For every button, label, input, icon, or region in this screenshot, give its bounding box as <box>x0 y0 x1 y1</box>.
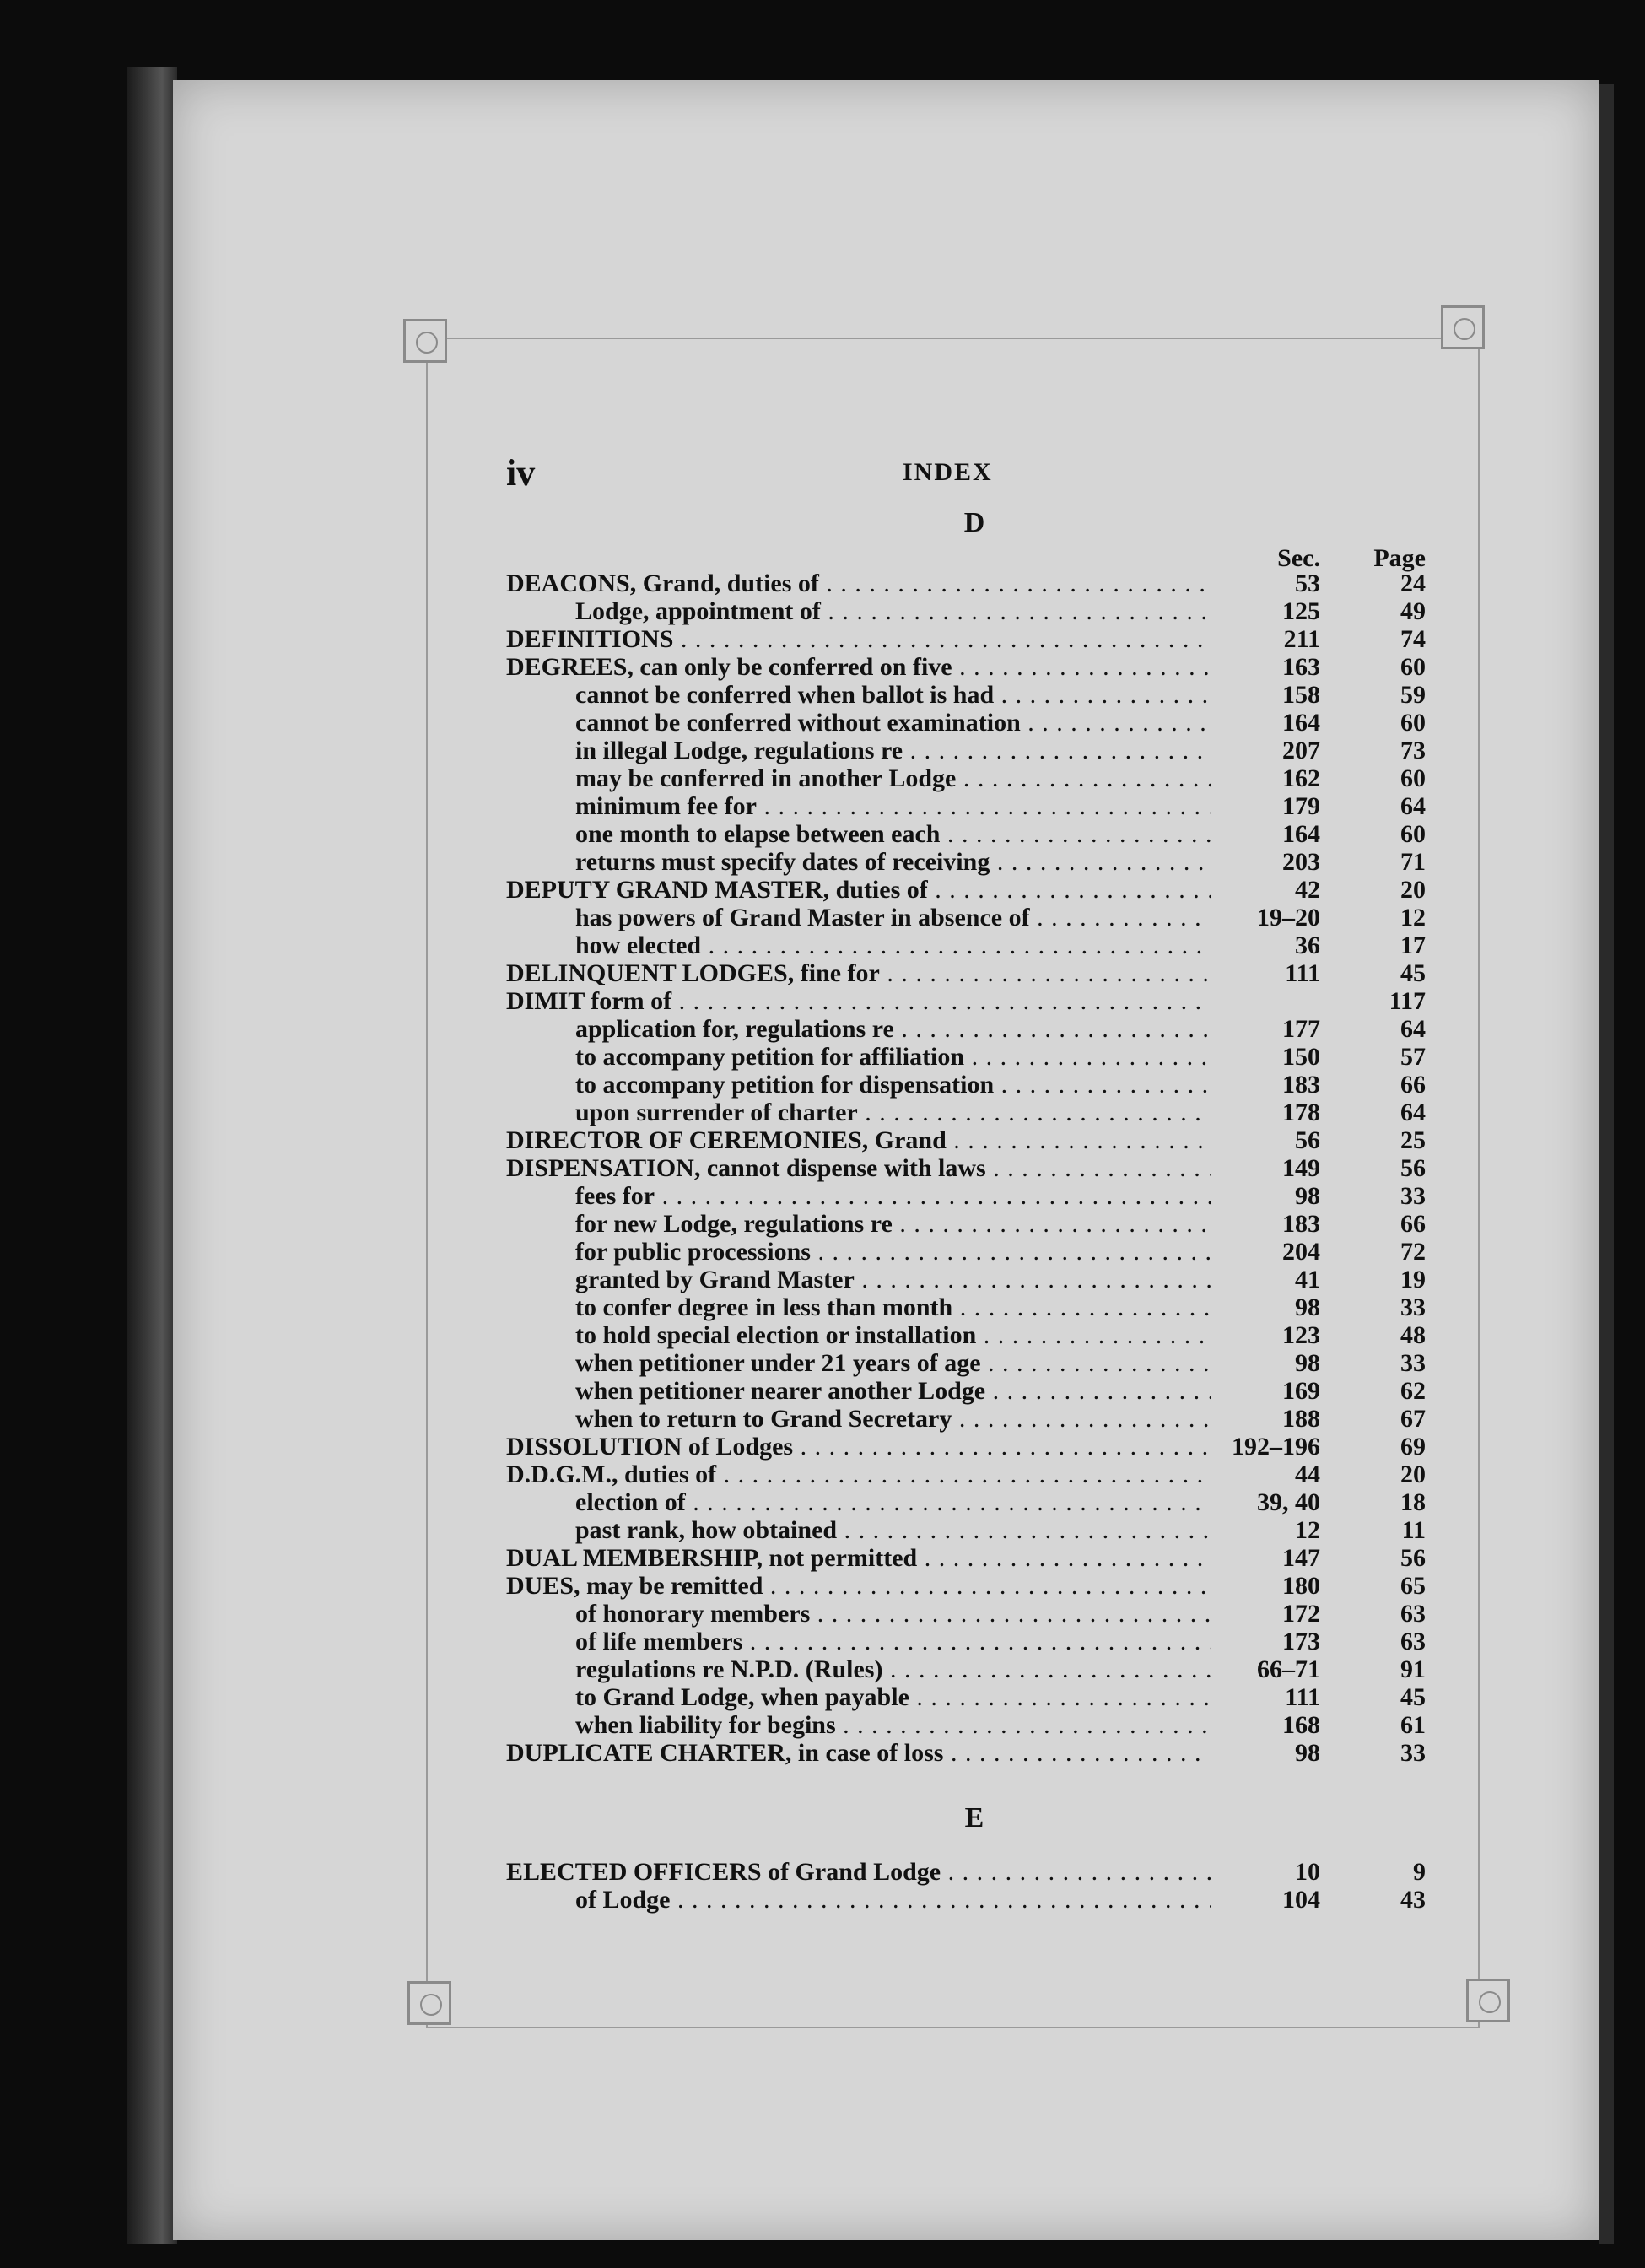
index-entry <box>506 1238 1426 1266</box>
entry-text: may be conferred in another Lodge . . . <box>575 764 1211 792</box>
index-entry <box>506 1433 1426 1461</box>
index-entry <box>506 681 1426 709</box>
entry-section-number: 173 <box>1282 1628 1320 1655</box>
book-spine <box>127 68 177 2244</box>
page-number: iv <box>506 452 536 494</box>
entry-section-number: 98 <box>1295 1739 1320 1767</box>
index-entry <box>506 1266 1426 1293</box>
entry-page-number: 45 <box>1400 959 1426 987</box>
page-title: INDEX <box>903 458 993 486</box>
entry-section-number: 207 <box>1282 737 1320 764</box>
entry-section-number: 98 <box>1295 1293 1320 1321</box>
entry-page-number: 72 <box>1400 1238 1426 1266</box>
entry-text: for new Lodge, regulations re . . . <box>575 1210 1211 1238</box>
entry-section-number: 192–196 <box>1232 1433 1320 1461</box>
entry-page-number: 66 <box>1400 1071 1426 1099</box>
entry-page-number: 48 <box>1400 1321 1426 1349</box>
entry-page-number: 65 <box>1400 1572 1426 1600</box>
entry-text: Lodge, appointment of . . . <box>575 597 1211 625</box>
entry-section-number: 188 <box>1282 1405 1320 1433</box>
index-entry <box>506 1377 1426 1405</box>
entry-text: DUPLICATE CHARTER, in case of loss . . . <box>506 1739 1211 1767</box>
index-entry <box>506 570 1426 597</box>
entry-page-number: 59 <box>1400 681 1426 709</box>
entry-section-number: 12 <box>1295 1516 1320 1544</box>
entry-text: when petitioner nearer another Lodge . . . <box>575 1377 1211 1405</box>
entry-section-number: 179 <box>1282 792 1320 820</box>
entry-text: of life members . . . <box>575 1628 1211 1655</box>
entry-text: cannot be conferred without examination . . . <box>575 709 1211 737</box>
entry-section-number: 164 <box>1282 820 1320 848</box>
entry-page-number: 19 <box>1400 1266 1426 1293</box>
entry-section-number: 150 <box>1282 1043 1320 1071</box>
entry-page-number: 71 <box>1400 848 1426 876</box>
entry-section-number: 183 <box>1282 1210 1320 1238</box>
entry-text: granted by Grand Master . . . <box>575 1266 1211 1293</box>
index-sections <box>506 507 1426 1914</box>
entry-section-number: 164 <box>1282 709 1320 737</box>
index-entry <box>506 1182 1426 1210</box>
entry-section-number: 36 <box>1295 932 1320 959</box>
index-entry <box>506 876 1426 904</box>
entry-section-number: 211 <box>1283 625 1320 653</box>
entry-text: DIMIT form of . . . <box>506 987 1211 1015</box>
page-column-header: Page <box>1373 544 1426 572</box>
entry-text: DEGREES, can only be conferred on five . . . <box>506 653 1211 681</box>
entry-section-number: 149 <box>1282 1154 1320 1182</box>
index-entry <box>506 1516 1426 1544</box>
entry-page-number: 64 <box>1400 1099 1426 1126</box>
entry-text: fees for . . . <box>575 1182 1211 1210</box>
entry-text: how elected . . . <box>575 932 1211 959</box>
entry-text: to accompany petition for affiliation . . . <box>575 1043 1211 1071</box>
entry-text: DISPENSATION, cannot dispense with laws . . . <box>506 1154 1211 1182</box>
entry-text: cannot be conferred when ballot is had . . . <box>575 681 1211 709</box>
entry-page-number: 45 <box>1400 1683 1426 1711</box>
entry-page-number: 63 <box>1400 1600 1426 1628</box>
entry-section-number: 172 <box>1282 1600 1320 1628</box>
index-entry <box>506 959 1426 987</box>
index-entry <box>506 737 1426 764</box>
index-entry <box>506 1321 1426 1349</box>
entry-text: regulations re N.P.D. (Rules) . . . <box>575 1655 1211 1683</box>
entry-page-number: 117 <box>1389 987 1426 1015</box>
entry-page-number: 60 <box>1400 709 1426 737</box>
entry-section-number: 168 <box>1282 1711 1320 1739</box>
index-entry <box>506 1600 1426 1628</box>
index-entry <box>506 1572 1426 1600</box>
entry-section-number: 178 <box>1282 1099 1320 1126</box>
sec-column-header: Sec. <box>1277 544 1320 572</box>
entry-text: to Grand Lodge, when payable . . . <box>575 1683 1211 1711</box>
entry-text: to accompany petition for dispensation . . . <box>575 1071 1211 1099</box>
entry-section-number: 44 <box>1295 1461 1320 1488</box>
entry-section-number: 162 <box>1282 764 1320 792</box>
corner-ornament-icon <box>1441 305 1485 349</box>
entry-section-number: 39, 40 <box>1257 1488 1320 1516</box>
index-entry <box>506 1544 1426 1572</box>
index-entry <box>506 848 1426 876</box>
index-content <box>506 451 1426 1914</box>
entry-text: upon surrender of charter . . . <box>575 1099 1211 1126</box>
entry-page-number: 33 <box>1400 1739 1426 1767</box>
entry-text: of Lodge . . . <box>575 1886 1211 1914</box>
entry-text: of honorary members . . . <box>575 1600 1211 1628</box>
entry-page-number: 66 <box>1400 1210 1426 1238</box>
entry-page-number: 56 <box>1400 1544 1426 1572</box>
entry-section-number: 163 <box>1282 653 1320 681</box>
entry-text: when to return to Grand Secretary . . . <box>575 1405 1211 1433</box>
entry-text: DEACONS, Grand, duties of . . . <box>506 570 1211 597</box>
entry-text: one month to elapse between each . . . <box>575 820 1211 848</box>
entry-text: past rank, how obtained . . . <box>575 1516 1211 1544</box>
page-edge-shadow <box>1599 84 1614 2244</box>
index-entry <box>506 764 1426 792</box>
entry-text: DEFINITIONS . . . <box>506 625 1211 653</box>
entry-page-number: 63 <box>1400 1628 1426 1655</box>
entry-text: minimum fee for . . . <box>575 792 1211 820</box>
entry-page-number: 64 <box>1400 792 1426 820</box>
entry-page-number: 17 <box>1400 932 1426 959</box>
entry-section-number: 41 <box>1295 1266 1320 1293</box>
entry-text: for public processions . . . <box>575 1238 1211 1266</box>
index-entry <box>506 1655 1426 1683</box>
entry-section-number: 180 <box>1282 1572 1320 1600</box>
entry-page-number: 33 <box>1400 1349 1426 1377</box>
entry-page-number: 24 <box>1400 570 1426 597</box>
entry-section-number: 123 <box>1282 1321 1320 1349</box>
entry-page-number: 61 <box>1400 1711 1426 1739</box>
entry-page-number: 67 <box>1400 1405 1426 1433</box>
entry-section-number: 158 <box>1282 681 1320 709</box>
entry-page-number: 18 <box>1400 1488 1426 1516</box>
index-entry <box>506 904 1426 932</box>
entry-section-number: 147 <box>1282 1544 1320 1572</box>
index-entry <box>506 1154 1426 1182</box>
entry-page-number: 74 <box>1400 625 1426 653</box>
index-entry <box>506 1405 1426 1433</box>
entry-text: election of . . . <box>575 1488 1211 1516</box>
index-entry <box>506 1628 1426 1655</box>
entry-section-number: 204 <box>1282 1238 1320 1266</box>
entry-text: application for, regulations re . . . <box>575 1015 1211 1043</box>
index-entry <box>506 1293 1426 1321</box>
entry-page-number: 25 <box>1400 1126 1426 1154</box>
entry-page-number: 33 <box>1400 1293 1426 1321</box>
section-letter: D <box>963 507 985 538</box>
entry-section-number: 177 <box>1282 1015 1320 1043</box>
section-letter: E <box>964 1802 984 1833</box>
index-entry <box>506 597 1426 625</box>
entry-page-number: 43 <box>1400 1886 1426 1914</box>
corner-ornament-icon <box>1466 1979 1510 2022</box>
index-entry <box>506 1739 1426 1767</box>
entry-text: in illegal Lodge, regulations re . . . <box>575 737 1211 764</box>
entry-page-number: 91 <box>1400 1655 1426 1683</box>
entry-page-number: 60 <box>1400 820 1426 848</box>
index-entry <box>506 1858 1426 1886</box>
entry-page-number: 69 <box>1400 1433 1426 1461</box>
entry-text: DELINQUENT LODGES, fine for . . . <box>506 959 1211 987</box>
entry-text: DUES, may be remitted . . . <box>506 1572 1211 1600</box>
index-entry <box>506 1126 1426 1154</box>
entry-section-number: 19–20 <box>1257 904 1320 932</box>
entry-section-number: 169 <box>1282 1377 1320 1405</box>
entry-page-number: 11 <box>1401 1516 1426 1544</box>
index-entry <box>506 1488 1426 1516</box>
index-entry <box>506 1043 1426 1071</box>
index-entry <box>506 1349 1426 1377</box>
entry-section-number: 125 <box>1282 597 1320 625</box>
entry-page-number: 73 <box>1400 737 1426 764</box>
entry-text: D.D.G.M., duties of . . . <box>506 1461 1211 1488</box>
entry-page-number: 60 <box>1400 653 1426 681</box>
entry-page-number: 60 <box>1400 764 1426 792</box>
corner-ornament-icon <box>403 319 447 363</box>
entry-section-number: 111 <box>1285 1683 1320 1711</box>
section-gap <box>506 1767 1426 1797</box>
page-header <box>506 451 1426 502</box>
entry-page-number: 49 <box>1400 597 1426 625</box>
index-entry <box>506 1461 1426 1488</box>
entry-section-number: 56 <box>1295 1126 1320 1154</box>
entry-section-number: 98 <box>1295 1349 1320 1377</box>
index-entry <box>506 1711 1426 1739</box>
index-entry <box>506 709 1426 737</box>
entry-section-number: 98 <box>1295 1182 1320 1210</box>
entry-text: to confer degree in less than month . . . <box>575 1293 1211 1321</box>
entry-page-number: 20 <box>1400 876 1426 904</box>
entry-section-number: 104 <box>1282 1886 1320 1914</box>
column-headers <box>506 544 1426 570</box>
entry-text: DUAL MEMBERSHIP, not permitted . . . <box>506 1544 1211 1572</box>
entry-text: DEPUTY GRAND MASTER, duties of . . . <box>506 876 1211 904</box>
entry-section-number: 42 <box>1295 876 1320 904</box>
entry-page-number: 64 <box>1400 1015 1426 1043</box>
entry-page-number: 9 <box>1413 1858 1426 1886</box>
entry-text: has powers of Grand Master in absence of . . . <box>575 904 1211 932</box>
index-entry <box>506 1886 1426 1914</box>
entry-page-number: 62 <box>1400 1377 1426 1405</box>
entry-text: to hold special election or installation . . . <box>575 1321 1211 1349</box>
entry-section-number: 53 <box>1295 570 1320 597</box>
entry-section-number: 203 <box>1282 848 1320 876</box>
index-entry <box>506 792 1426 820</box>
entry-section-number: 10 <box>1295 1858 1320 1886</box>
index-entry <box>506 625 1426 653</box>
index-entry <box>506 1015 1426 1043</box>
entry-section-number: 66–71 <box>1257 1655 1320 1683</box>
index-entry <box>506 1210 1426 1238</box>
entry-page-number: 33 <box>1400 1182 1426 1210</box>
entry-section-number: 183 <box>1282 1071 1320 1099</box>
entry-page-number: 20 <box>1400 1461 1426 1488</box>
entry-text: when petitioner under 21 years of age . . . <box>575 1349 1211 1377</box>
index-entry <box>506 1683 1426 1711</box>
entry-page-number: 12 <box>1400 904 1426 932</box>
index-entry <box>506 987 1426 1015</box>
entry-section-number: 111 <box>1285 959 1320 987</box>
index-entry <box>506 1099 1426 1126</box>
entry-page-number: 56 <box>1400 1154 1426 1182</box>
entry-text: ELECTED OFFICERS of Grand Lodge . . . <box>506 1858 1211 1886</box>
index-entry <box>506 820 1426 848</box>
entry-text: when liability for begins . . . <box>575 1711 1211 1739</box>
index-entry <box>506 932 1426 959</box>
index-entry <box>506 1071 1426 1099</box>
entry-text: returns must specify dates of receiving . . . <box>575 848 1211 876</box>
entry-page-number: 57 <box>1400 1043 1426 1071</box>
entry-text: DISSOLUTION of Lodges . . . <box>506 1433 1211 1461</box>
entry-text: DIRECTOR OF CEREMONIES, Grand . . . <box>506 1126 1211 1154</box>
index-entry <box>506 653 1426 681</box>
corner-ornament-icon <box>407 1981 451 2025</box>
